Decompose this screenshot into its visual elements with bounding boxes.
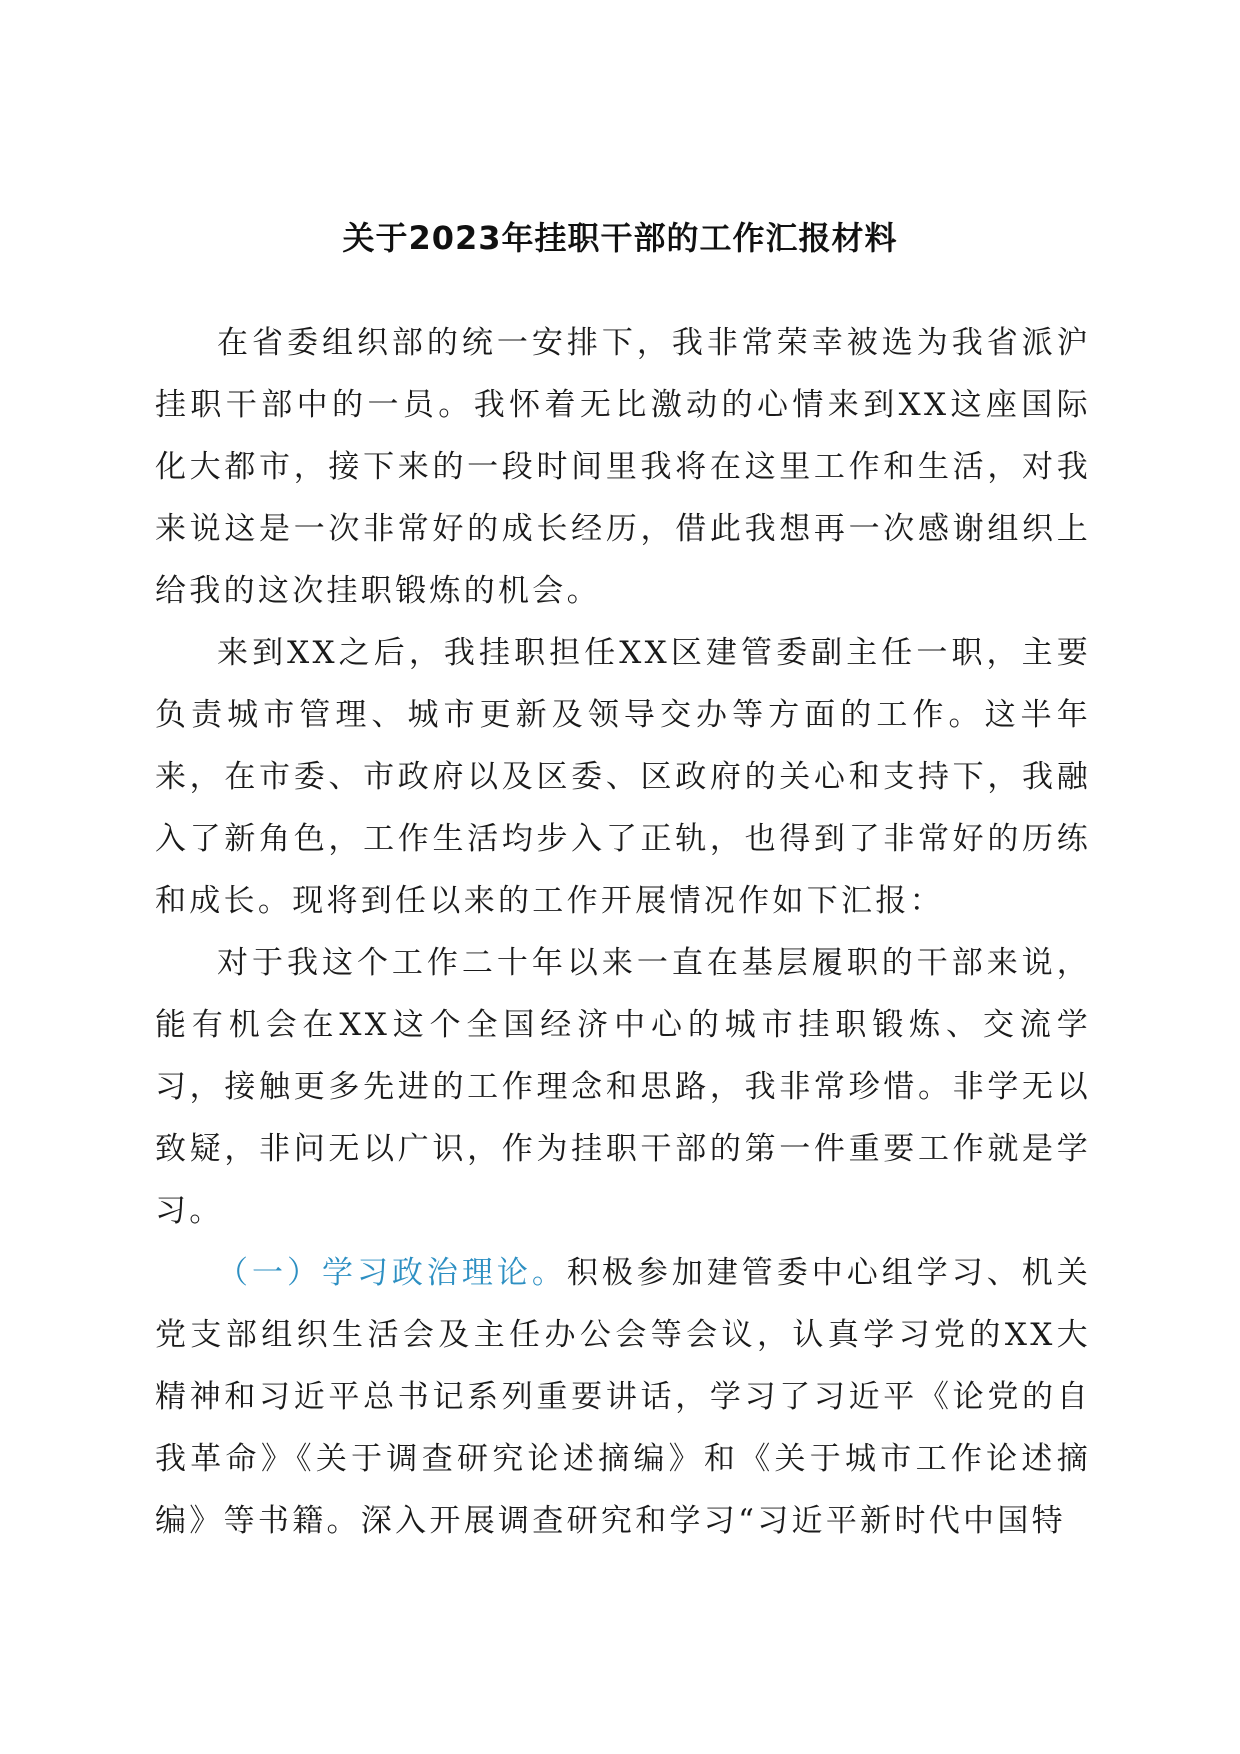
paragraph-1	[155, 312, 1091, 622]
paragraph-2-text: 来到XX之后，我挂职担任XX区建管委副主任一职，主要负责城市管理、城市更新及领导交办等方面的工作。这半年来，在市委、市政府以及区委、区政府的关心和支持下，我融入了新角色，工作生活均步入了正轨，也得到了非常好的历练和成长。现将到任以来的工作开展情况作如下汇报：	[155, 635, 1091, 919]
paragraph-2	[155, 622, 1091, 932]
paragraph-4-text: 积极参加建管委中心组学习、机关党支部组织生活会及主任办公会等会议，认真学习党的XX大精神和习近平总书记系列重要讲话，学习了习近平《论党的自我革命》《关于调查研究论述摘编》和《关于城市工作论述摘编》等书籍。深入开展调查研究和学习“习近平新时代中国特	[155, 1255, 1091, 1539]
document-body	[155, 312, 1091, 1552]
paragraph-3	[155, 932, 1091, 1242]
section-heading-study-theory: （一）学习政治理论。	[217, 1255, 567, 1291]
paragraph-4	[155, 1242, 1091, 1552]
paragraph-1-text: 在省委组织部的统一安排下，我非常荣幸被选为我省派沪挂职干部中的一员。我怀着无比激动的心情来到XX这座国际化大都市，接下来的一段时间里我将在这里工作和生活，对我来说这是一次非常好的成长经历，借此我想再一次感谢组织上给我的这次挂职锻炼的机会。	[155, 325, 1091, 609]
document-title: 关于2023年挂职干部的工作汇报材料	[342, 219, 898, 257]
paragraph-3-text: 对于我这个工作二十年以来一直在基层履职的干部来说，能有机会在XX这个全国经济中心的城市挂职锻炼、交流学习，接触更多先进的工作理念和思路，我非常珍惜。非学无以致疑，非问无以广识，作为挂职干部的第一件重要工作就是学习。	[155, 945, 1091, 1229]
